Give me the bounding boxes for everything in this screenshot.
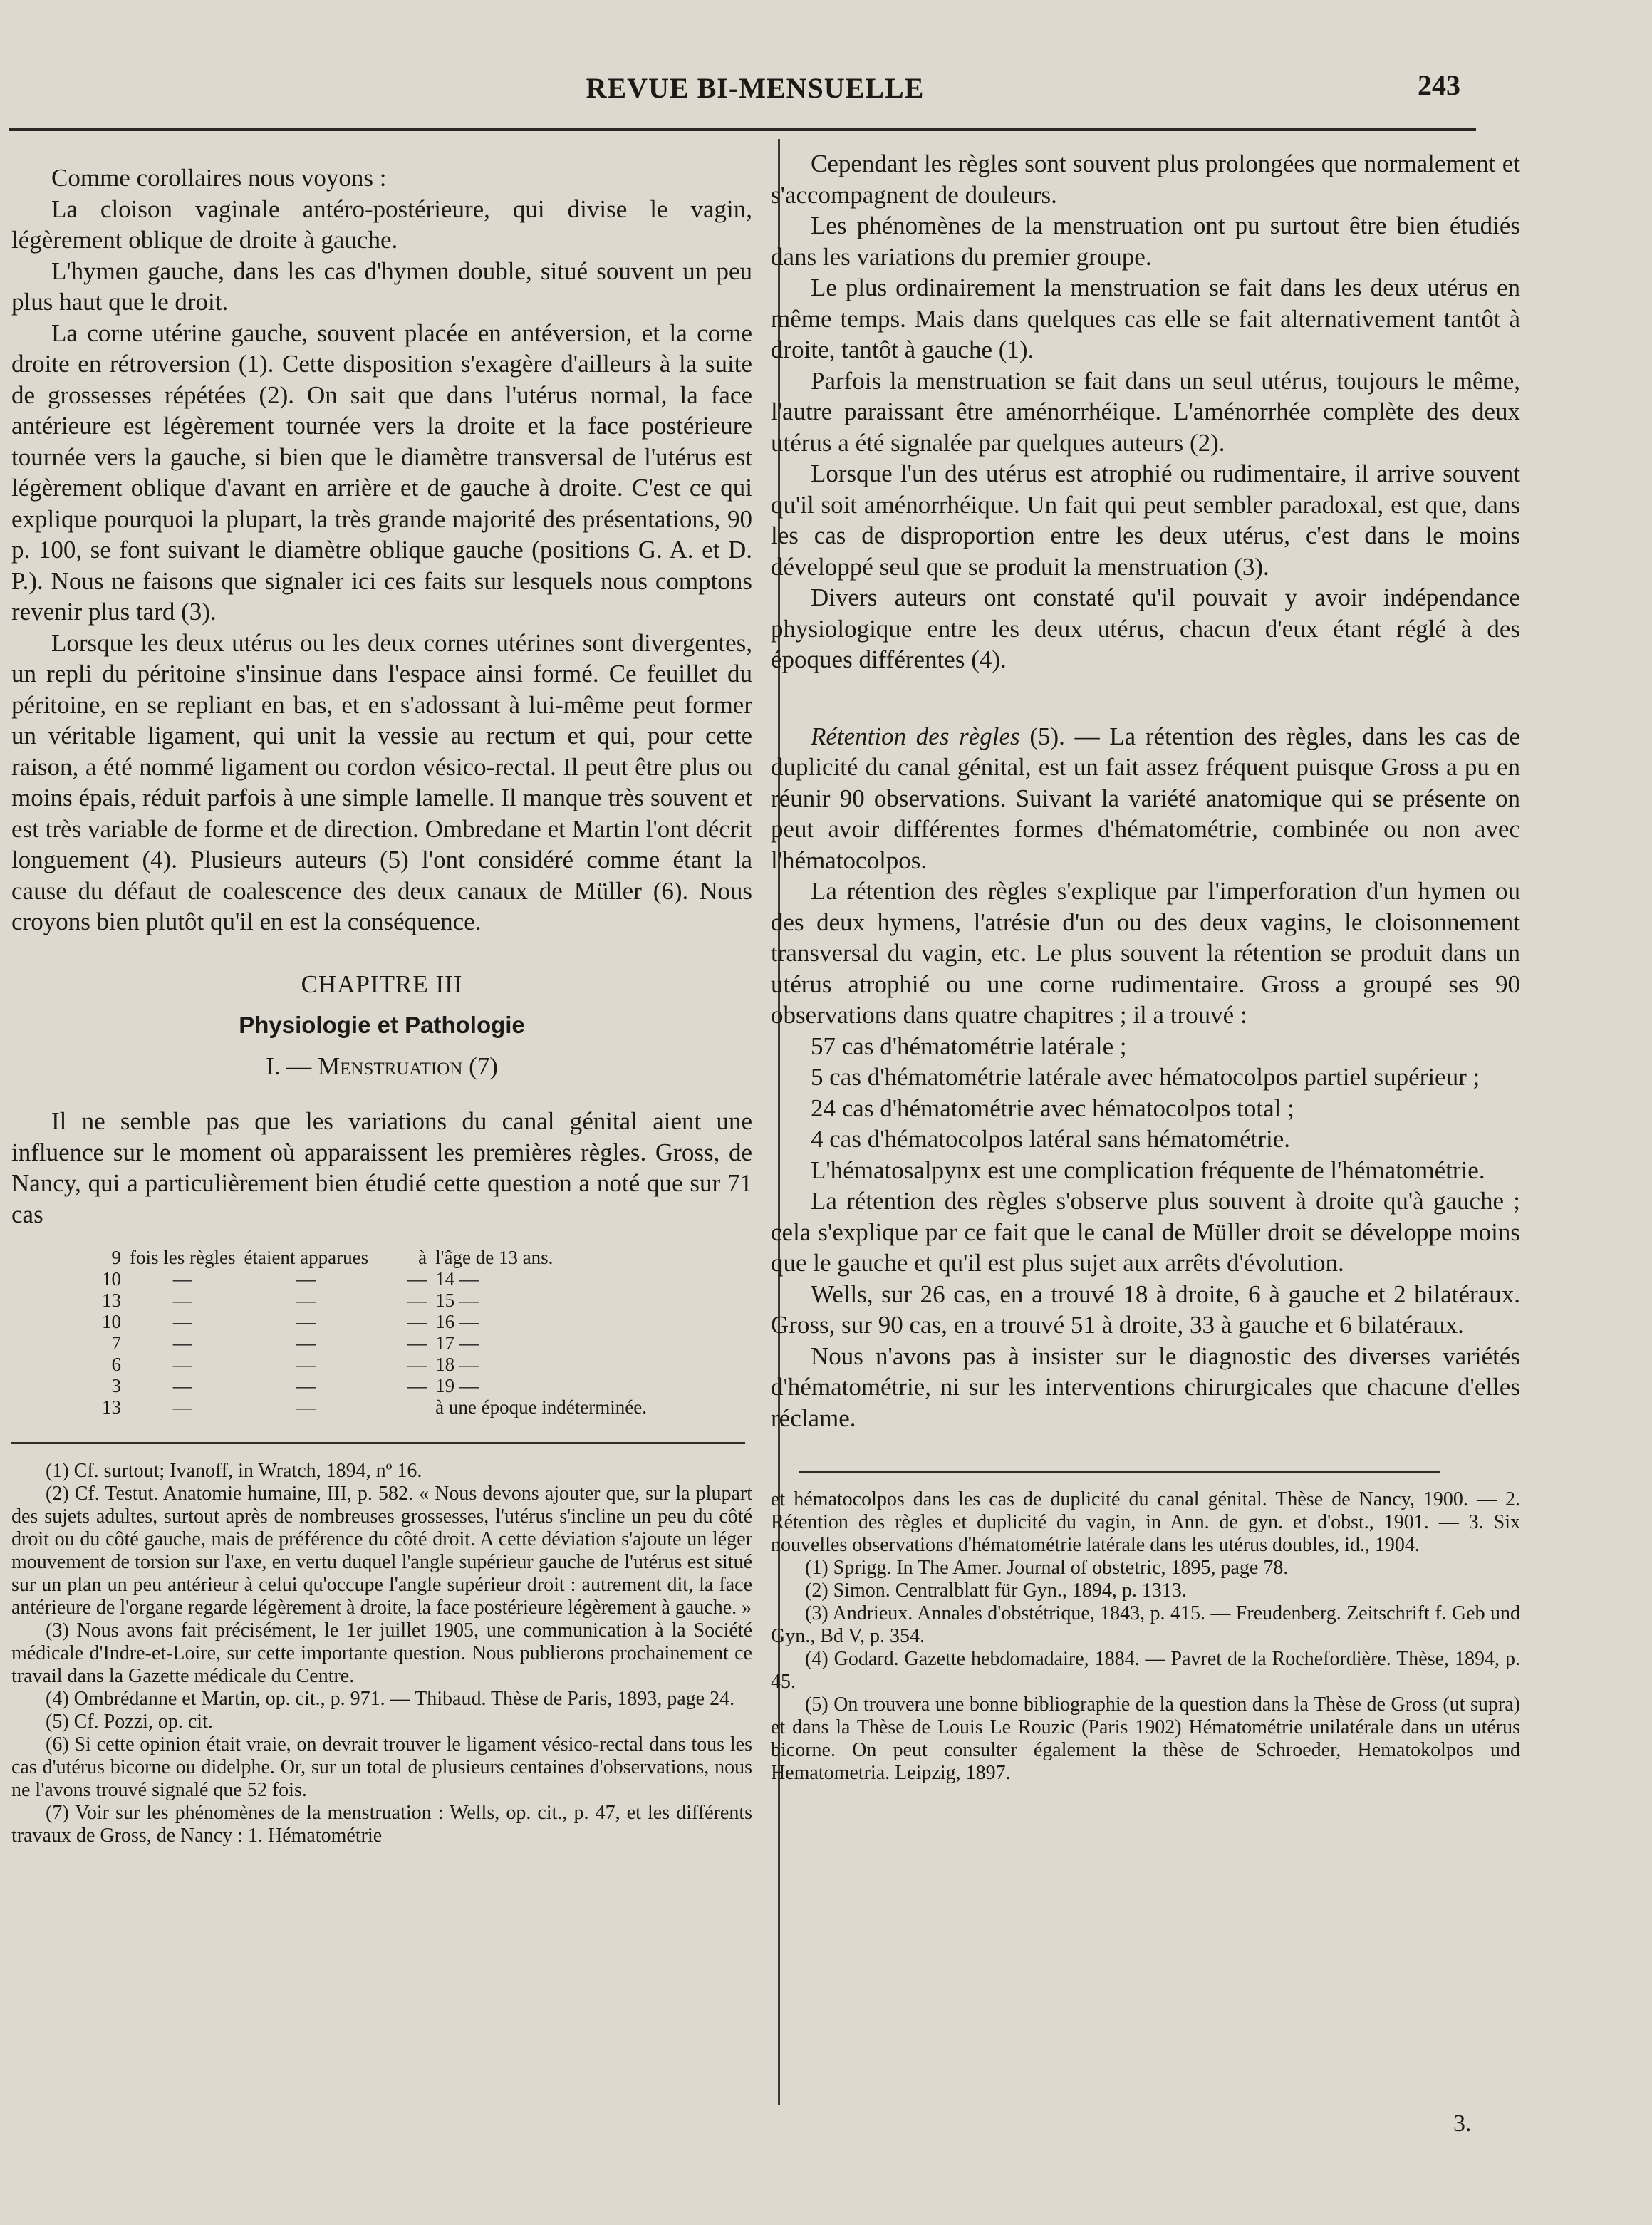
- table-cell-age: à une époque indéterminée.: [435, 1396, 647, 1418]
- table-cell-c3: à: [418, 1247, 427, 1268]
- table-cell-c3: —: [407, 1311, 427, 1332]
- list-item: 57 cas d'hématométrie latérale ;: [811, 1032, 1127, 1060]
- table-cell-c3: —: [407, 1354, 427, 1375]
- table-cell-count: 13: [102, 1290, 121, 1311]
- table-cell-c1: —: [172, 1332, 192, 1354]
- footnote-rule: [11, 1442, 745, 1444]
- table-cell-age: 14 —: [435, 1268, 479, 1290]
- paragraph: Lorsque les deux utérus ou les deux cornes utérines sont divergentes, un repli du péritoine s'insinue dans l'espace ainsi formé. Ce feuillet du péritoine, en se repliant en bas, et en s'adossant à lui-même peut former un véritable ligament, qui unit la vessie au rectum et qui, pour cette raison, a été nommé ligament ou cordon vésico-rectal. Il peut être plus ou moins épais, réduit parfois à une simple lamelle. Il manque très souvent et est très variable de forme et de direction. Ombredane et Martin l'ont décrit longuement (4). Plusieurs auteurs (5) l'ont considéré comme étant la cause du défaut de coalescence des deux canaux de Müller (6). Nous croyons bien plutôt qu'il en est la conséquence.: [11, 628, 752, 935]
- paragraph: Parfois la menstruation se fait dans un seul utérus, toujours le même, l'autre paraissant être aménorrhéique. L'aménorrhée complète des deux utérus a été signalée par quelques auteurs (2).: [771, 366, 1520, 457]
- section-gap: [771, 675, 1520, 721]
- table-row: [88, 1354, 651, 1375]
- running-header-title: REVUE BI-MENSUELLE: [586, 72, 925, 104]
- page-number: 243: [1418, 69, 1460, 101]
- table-cell-c1: —: [172, 1268, 192, 1290]
- list-item: 5 cas d'hématométrie latérale avec hématocolpos partiel supérieur ;: [811, 1063, 1480, 1091]
- table-row: [88, 1311, 651, 1332]
- paragraph: L'hymen gauche, dans les cas d'hymen double, situé souvent un peu plus haut que le droit.: [11, 256, 752, 316]
- table-cell-age: 19 —: [435, 1375, 479, 1396]
- paragraph: Il ne semble pas que les variations du canal génital aient une influence sur le moment où apparaissent les premières règles. Gross, de Nancy, qui a particulièrement bien étudié cette question a noté que sur 71 cas: [11, 1107, 752, 1228]
- footnote: (6) Si cette opinion était vraie, on devrait trouver le ligament vésico-rectal dans tous les cas d'utérus bicorne ou didelphe. Or, sur un total de plusieurs centaines d'observations, nous ne l'avons trouvé signalé que 52 fois.: [11, 1733, 752, 1801]
- table-cell-c2: —: [296, 1396, 316, 1418]
- paragraph: Nous n'avons pas à insister sur le diagnostic des diverses variétés d'hématométrie, ni sur les interventions chirurgicales que chacune d'elles réclame.: [771, 1342, 1520, 1432]
- list-item: 24 cas d'hématométrie avec hématocolpos total ;: [811, 1094, 1294, 1122]
- table-cell-c3: —: [407, 1375, 427, 1396]
- table-cell-c2: —: [296, 1268, 316, 1290]
- table-cell-c3: —: [407, 1268, 427, 1290]
- footnote-continuation: et hématocolpos dans les cas de duplicité du canal génital. Thèse de Nancy, 1900. — 2. Rétention des règles et duplicité du vagin, in Ann. de gyn. et d'obst., 1901. — 3. Six nouvelles observations d'hématométrie latérale dans les utérus doubles, id., 1904.: [771, 1488, 1520, 1556]
- table-cell-c1: —: [172, 1375, 192, 1396]
- chapter-subtitle: Physiologie et Pathologie: [239, 1012, 525, 1038]
- table-row: [88, 1290, 651, 1311]
- table-cell-c1: —: [172, 1396, 192, 1418]
- table-cell-age: 15 —: [435, 1290, 479, 1311]
- table-cell-c3: —: [407, 1290, 427, 1311]
- table-cell-count: 7: [111, 1332, 121, 1354]
- footnote: (3) Andrieux. Annales d'obstétrique, 1843, p. 415. — Freudenberg. Zeitschrift f. Geb und Gyn., Bd V, p. 354.: [771, 1602, 1520, 1647]
- table-cell-c3: [373, 1396, 431, 1418]
- table-cell-age: 18 —: [435, 1354, 479, 1375]
- table-cell-c2: étaient apparues: [244, 1247, 369, 1268]
- paragraph: La rétention des règles s'explique par l'imperforation d'un hymen ou des deux hymens, l'atrésie d'un ou des deux vagins, le cloisonnement transversal du vagin, etc. Le plus souvent la rétention se produit dans un utérus atrophié ou une corne rudimentaire. Gross a groupé ses 90 observations dans quatre chapitres ; il a trouvé :: [771, 877, 1520, 1029]
- footnote: (5) On trouvera une bonne bibliographie de la question dans la Thèse de Gross (ut supra) et dans la Thèse de Louis Le Rouzic (Paris 1902) Hématométrie unilatérale dans un utérus bicorne. On peut consulter également la thèse de Schroeder, Hematokolpos und Hematometria. Leipzig, 1897.: [771, 1694, 1520, 1784]
- table-cell-count: 10: [102, 1311, 121, 1332]
- footnote: (4) Godard. Gazette hebdomadaire, 1884. — Pavret de la Rochefordière. Thèse, 1894, p. 45.: [771, 1648, 1520, 1693]
- paragraph: La rétention des règles s'observe plus souvent à droite qu'à gauche ; cela s'explique par ce fait que le canal de Müller droit se développe moins que le gauche et qu'il est plus sujet aux arrêts d'évolution.: [771, 1187, 1520, 1277]
- table-row: [88, 1332, 651, 1354]
- header-rule: [9, 128, 1476, 131]
- footnote: (2) Cf. Testut. Anatomie humaine, III, p. 582. « Nous devons ajouter que, sur la plupart des sujets adultes, surtout après de nombreuses grossesses, l'utérus s'incline un peu du côté droit ou du côté gauche, mais de préférence du côté droit. A cette déviation s'ajoute un léger mouvement de torsion sur l'axe, en vertu duquel l'angle supérieur gauche de l'utérus est situé sur un plan un peu antérieur à celui qu'occupe l'angle supérieur droit : autrement dit, la face antérieure de l'organe regarde légèrement à droite, la face postérieure légèrement à gauche. »: [11, 1483, 752, 1619]
- paragraph: Le plus ordinairement la menstruation se fait dans les deux utérus en même temps. Mais dans quelques cas elle se fait alternativement tantôt à droite, tantôt à gauche (1).: [771, 274, 1520, 363]
- table-cell-count: 9: [111, 1247, 121, 1268]
- paragraph: La corne utérine gauche, souvent placée en antéversion, et la corne droite en rétroversion (1). Cette disposition s'exagère d'ailleurs à la suite de grossesses répétées (2). On sait que dans l'utérus normal, la face antérieure est légèrement tournée vers la droite et la face postérieure tournée vers la gauche, si bien que le diamètre transversal de l'utérus est légèrement oblique d'avant en arrière et de gauche à droite. C'est ce qui explique pourquoi la plupart, la très grande majorité des présentations, 90 p. 100, se font suivant le diamètre oblique gauche (positions G. A. et D. P.). Nous ne faisons que signaler ici ces faits sur lesquels nous comptons revenir plus tard (3).: [11, 318, 752, 626]
- table-cell-c2: —: [296, 1332, 316, 1354]
- table-cell-c3: —: [407, 1332, 427, 1354]
- table-cell-c2: —: [296, 1375, 316, 1396]
- right-body: [771, 148, 1520, 1433]
- table-row: [88, 1375, 651, 1396]
- table-cell-c2: —: [296, 1354, 316, 1375]
- table-row: [88, 1247, 651, 1268]
- table-cell-c1: —: [172, 1290, 192, 1311]
- menstruation-age-table: [88, 1247, 651, 1418]
- paragraph: Divers auteurs ont constaté qu'il pouvait y avoir indépendance physiologique entre les deux utérus, chacun d'eux étant réglé à des époques différentes (4).: [771, 584, 1520, 673]
- paragraph: Comme corollaires nous voyons :: [51, 164, 387, 192]
- retention-text: (5). — La rétention des règles, dans les cas de duplicité du canal génital, est un fait assez fréquent puisque Gross a pu en réunir 90 observations. Suivant la variété anatomique qui se présente on peut avoir différentes formes d'hématométrie, combinée ou non avec l'hématocolpos.: [771, 722, 1521, 874]
- chapter-heading: CHAPITRE III: [301, 970, 463, 998]
- paragraph: L'hématosalpynx est une complication fréquente de l'hématométrie.: [811, 1156, 1485, 1184]
- footnote-rule: [799, 1471, 1440, 1473]
- left-footnotes: [11, 1460, 752, 1847]
- table-cell-c2: —: [296, 1290, 316, 1311]
- paragraph: Cependant les règles sont souvent plus prolongées que normalement et s'accompagnent de douleurs.: [771, 150, 1520, 209]
- table-row: [88, 1396, 651, 1418]
- section-heading: [11, 1051, 752, 1082]
- section-ref: (7): [469, 1052, 498, 1080]
- right-footnotes: [771, 1488, 1520, 1785]
- table-cell-c1: —: [172, 1311, 192, 1332]
- footnote: (2) Simon. Centralblatt für Gyn., 1894, p. 1313.: [805, 1580, 1187, 1602]
- table-cell-c1: —: [172, 1354, 192, 1375]
- table-cell-age: 16 —: [435, 1311, 479, 1332]
- section-title: Menstruation: [318, 1052, 463, 1080]
- table-cell-count: 10: [102, 1268, 121, 1290]
- footnote: (1) Sprigg. In The Amer. Journal of obstetric, 1895, page 78.: [805, 1557, 1289, 1579]
- retention-title: Rétention des règles: [811, 722, 1020, 750]
- paragraph: La cloison vaginale antéro-postérieure, qui divise le vagin, légèrement oblique de droite à gauche.: [11, 195, 752, 254]
- table-cell-age: 17 —: [435, 1332, 479, 1354]
- table-cell-count: 6: [111, 1354, 121, 1375]
- footnote: (1) Cf. surtout; Ivanoff, in Wratch, 1894, nº 16.: [46, 1460, 422, 1482]
- list-item: 4 cas d'hématocolpos latéral sans hématométrie.: [811, 1125, 1291, 1153]
- left-body: [11, 162, 752, 1230]
- table-row: [88, 1268, 651, 1290]
- table-cell-count: 3: [111, 1375, 121, 1396]
- table-cell-age: l'âge de 13 ans.: [435, 1247, 554, 1268]
- paragraph: Les phénomènes de la menstruation ont pu surtout être bien étudiés dans les variations du premier groupe.: [771, 212, 1520, 271]
- section-number: I. —: [266, 1052, 312, 1080]
- table-cell-c2: —: [296, 1311, 316, 1332]
- footnote: (5) Cf. Pozzi, op. cit.: [46, 1711, 213, 1733]
- right-column: [771, 148, 1520, 1785]
- paragraph: [771, 721, 1520, 876]
- table-cell-c1: fois les règles: [130, 1247, 236, 1268]
- footnote: (7) Voir sur les phénomènes de la menstruation : Wells, op. cit., p. 47, et les différents travaux de Gross, de Nancy : 1. Hématométrie: [11, 1802, 752, 1847]
- paragraph: Lorsque l'un des utérus est atrophié ou rudimentaire, il arrive souvent qu'il soit aménorrhéique. Un fait qui peut sembler paradoxal, est que, dans les cas de disproportion entre les deux utérus, c'est dans le moins développé seul que se produit la menstruation (3).: [771, 460, 1520, 581]
- left-column: [11, 162, 752, 1847]
- footnote: (4) Ombrédanne et Martin, op. cit., p. 971. — Thibaud. Thèse de Paris, 1893, page 24.: [46, 1688, 735, 1710]
- footnote: (3) Nous avons fait précisément, le 1er juillet 1905, une communication à la Société médicale d'Indre-et-Loire, sur cette importante question. Nous publierons prochainement ce travail dans la Gazette médicale du Centre.: [11, 1619, 752, 1687]
- table-cell-count: 13: [102, 1396, 121, 1418]
- paragraph: Wells, sur 26 cas, en a trouvé 18 à droite, 6 à gauche et 2 bilatéraux. Gross, sur 90 cas, en a trouvé 51 à droite, 33 à gauche et 6 bilatéraux.: [771, 1280, 1520, 1339]
- sheet-number: 3.: [1453, 2110, 1472, 2137]
